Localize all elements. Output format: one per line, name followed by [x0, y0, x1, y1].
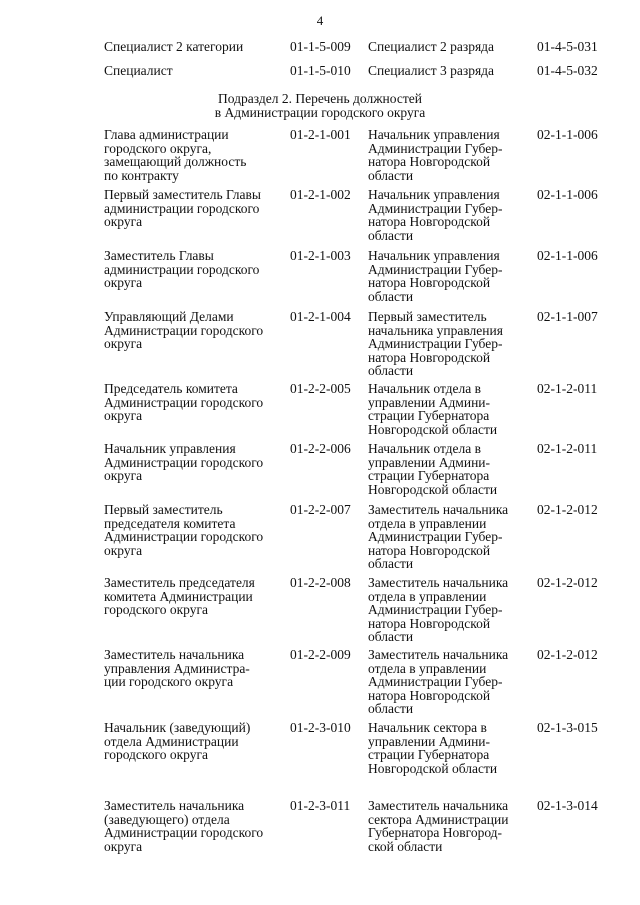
- equivalent-position-code: 02-1-1-007: [537, 309, 598, 324]
- position-title: Заместитель Главы администрации городского округа: [104, 248, 260, 290]
- position-title: Заместитель начальника (заведующего) отдела Администрации городского округа: [104, 798, 264, 854]
- position-code: 01-2-1-004: [290, 309, 351, 324]
- equivalent-position-code: 02-1-2-012: [537, 647, 598, 662]
- equivalent-position-title: Специалист 3 разряда: [368, 63, 495, 78]
- position-title: Председатель комитета Администрации городского округа: [104, 381, 264, 423]
- position-title: Специалист: [104, 63, 173, 78]
- position-code: 01-1-5-009: [290, 39, 351, 54]
- equivalent-position-code: 02-1-1-006: [537, 187, 598, 202]
- position-code: 01-2-3-010: [290, 720, 351, 735]
- equivalent-position-title: Заместитель начальника сектора Администрации Губернатора Новгород- ской области: [368, 798, 509, 854]
- equivalent-position-title: Заместитель начальника отдела в управлении Администрации Губер- натора Новгородской области: [368, 647, 509, 716]
- equivalent-position-title: Специалист 2 разряда: [368, 39, 495, 54]
- position-title: Начальник управления Администрации городского округа: [104, 441, 264, 483]
- equivalent-position-code: 02-1-2-012: [537, 575, 598, 590]
- equivalent-position-code: 02-1-3-014: [537, 798, 598, 813]
- equivalent-position-title: Начальник отдела в управлении Админи- страции Губернатора Новгородской области: [368, 381, 498, 437]
- equivalent-position-code: 02-1-2-012: [537, 502, 598, 517]
- position-code: 01-2-2-007: [290, 502, 351, 517]
- position-code: 01-2-3-011: [290, 798, 351, 813]
- subsection-heading-line: в Администрации городского округа: [214, 104, 426, 120]
- equivalent-position-code: 01-4-5-031: [537, 39, 598, 54]
- equivalent-position-title: Начальник управления Администрации Губер- натора Новгородской области: [368, 187, 503, 243]
- position-title: Управляющий Делами Администрации городского округа: [104, 309, 264, 351]
- position-title: Специалист 2 категории: [104, 39, 244, 54]
- position-title: Заместитель председателя комитета Администрации городского округа: [104, 575, 255, 617]
- position-title: Начальник (заведующий) отдела Администрации городского округа: [104, 720, 251, 762]
- position-title: Первый заместитель председателя комитета Администрации городского округа: [104, 502, 264, 558]
- subsection-heading-line: Подраздел 2. Перечень должностей: [218, 91, 422, 106]
- equivalent-position-code: 02-1-1-006: [537, 248, 598, 263]
- position-title: Глава администрации городского округа, замещающий должность по контракту: [104, 127, 247, 183]
- equivalent-position-title: Начальник управления Администрации Губер- натора Новгородской области: [368, 127, 503, 183]
- equivalent-position-code: 02-1-2-011: [537, 381, 598, 396]
- position-code: 01-2-1-003: [290, 248, 351, 263]
- position-code: 01-2-2-008: [290, 575, 351, 590]
- position-title: Заместитель начальника управления Администра- ции городского округа: [104, 647, 250, 689]
- position-code: 01-2-2-006: [290, 441, 351, 456]
- equivalent-position-code: 02-1-3-015: [537, 720, 598, 735]
- position-code: 01-1-5-010: [290, 63, 351, 78]
- position-code: 01-2-2-009: [290, 647, 351, 662]
- equivalent-position-code: 02-1-1-006: [537, 127, 598, 142]
- equivalent-position-title: Заместитель начальника отдела в управлении Администрации Губер- натора Новгородской области: [368, 502, 509, 571]
- position-title: Первый заместитель Главы администрации городского округа: [104, 187, 261, 229]
- equivalent-position-title: Первый заместитель начальника управления Администрации Губер- натора Новгородской области: [368, 309, 503, 378]
- page-number: 4: [316, 13, 324, 28]
- position-code: 01-2-2-005: [290, 381, 351, 396]
- position-code: 01-2-1-001: [290, 127, 351, 142]
- equivalent-position-title: Начальник сектора в управлении Админи- страции Губернатора Новгородской области: [368, 720, 498, 776]
- equivalent-position-code: 01-4-5-032: [537, 63, 598, 78]
- equivalent-position-title: Начальник отдела в управлении Админи- страции Губернатора Новгородской области: [368, 441, 498, 497]
- equivalent-position-title: Начальник управления Администрации Губер- натора Новгородской области: [368, 248, 503, 304]
- equivalent-position-title: Заместитель начальника отдела в управлении Администрации Губер- натора Новгородской области: [368, 575, 509, 644]
- position-code: 01-2-1-002: [290, 187, 351, 202]
- subsection-heading: [0, 92, 640, 119]
- equivalent-position-code: 02-1-2-011: [537, 441, 598, 456]
